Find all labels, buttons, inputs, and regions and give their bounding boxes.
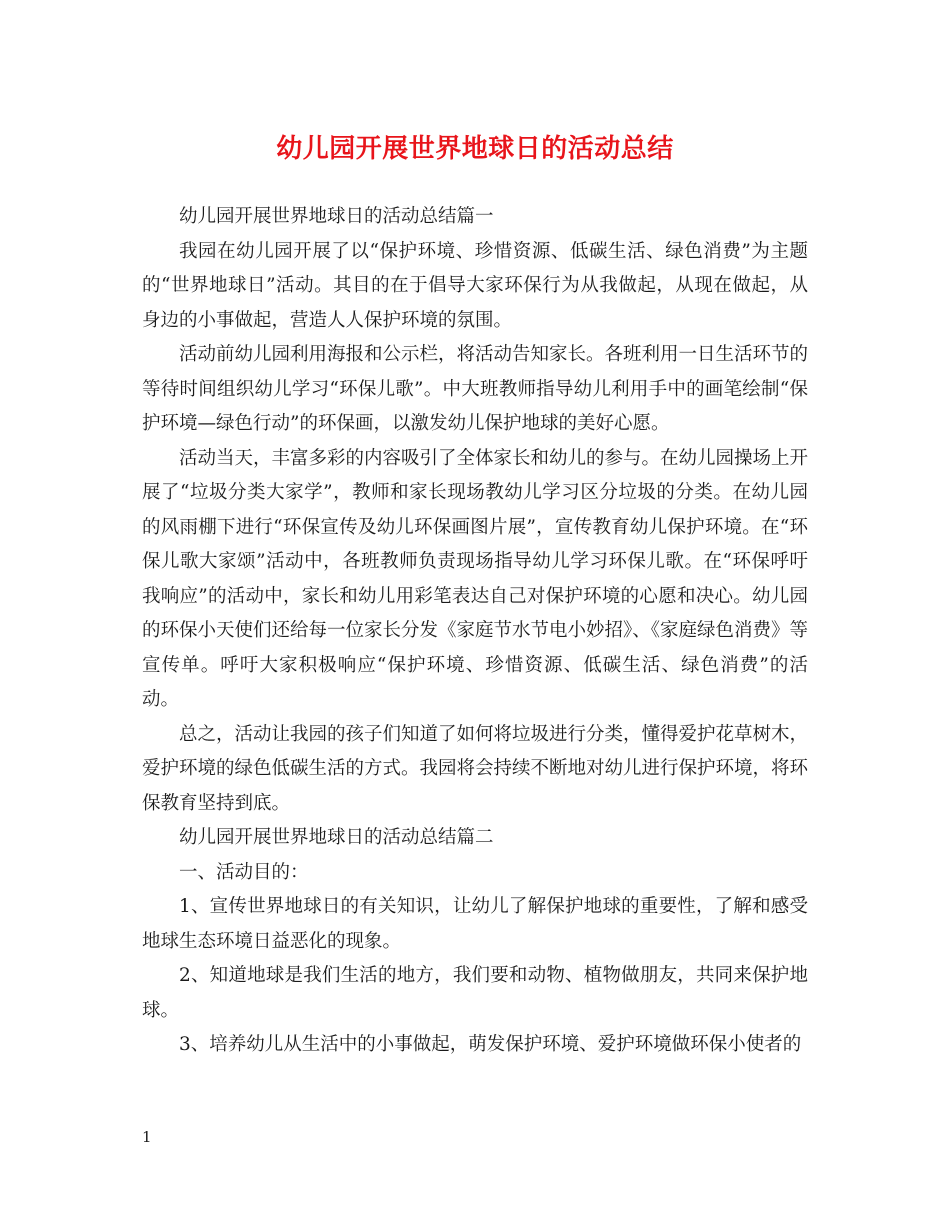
page-number: 1 — [142, 1128, 152, 1146]
document-title: 幼儿园开展世界地球日的活动总结 — [276, 134, 674, 164]
goal-item-1: 1、宣传世界地球日的有关知识，让幼儿了解保护地球的重要性，了解和感受地球生态环境日益恶化的现象。 — [142, 896, 808, 952]
paragraph-intro: 我园在幼儿园开展了以“保护环境、珍惜资源、低碳生活、绿色消费”为主题的“世界地球日”活动。其目的在于倡导大家环保行为从我做起，从现在做起，从身边的小事做起，营造人人保护环境的氛围。 — [142, 240, 808, 331]
paragraph-activity-day: 活动当天，丰富多彩的内容吸引了全体家长和幼儿的参与。在幼儿园操场上开展了“垃圾分类大家学”，教师和家长现场教幼儿学习区分垃圾的分类。在幼儿园的风雨棚下进行“环保宣传及幼儿环保画图片展”，宣传教育幼儿保护环境。在“环保儿歌大家颂”活动中，各班教师负责现场指导幼儿学习环保儿歌。在“环保呼吁我响应”的活动中，家长和幼儿用彩笔表达自己对保护环境的心愿和决心。幼儿园的环保小天使们还给每一位家长分发《家庭节水节电小妙招》、《家庭绿色消费》等宣传单。呼吁大家积极响应“保护环境、珍惜资源、低碳生活、绿色消费”的活动。 — [142, 447, 809, 710]
document-body — [142, 200, 808, 1063]
goal-item-3: 3、培养幼儿从生活中的小事做起，萌发保护环境、爱护环境做环保小使者的 — [179, 1034, 802, 1055]
paragraph-conclusion: 总之，活动让我园的孩子们知道了如何将垃圾进行分类，懂得爱护花草树木，爱护环境的绿色低碳生活的方式。我园将会持续不断地对幼儿进行保护环境，将环保教育坚持到底。 — [142, 723, 809, 814]
section-heading-part-2: 幼儿园开展世界地球日的活动总结篇二 — [179, 827, 494, 848]
paragraph-preparation: 活动前幼儿园利用海报和公示栏，将活动告知家长。各班利用一日生活环节的等待时间组织幼儿学习“环保儿歌”。中大班教师指导幼儿利用手中的画笔绘制“保护环境—绿色行动”的环保画，以激发幼儿保护地球的美好心愿。 — [142, 344, 809, 434]
subheading-activity-goals: 一、活动目的： — [179, 861, 309, 883]
section-heading-part-1: 幼儿园开展世界地球日的活动总结篇一 — [179, 206, 494, 227]
goal-item-2: 2、知道地球是我们生活的地方，我们要和动物、植物做朋友，共同来保护地球。 — [142, 965, 808, 1021]
